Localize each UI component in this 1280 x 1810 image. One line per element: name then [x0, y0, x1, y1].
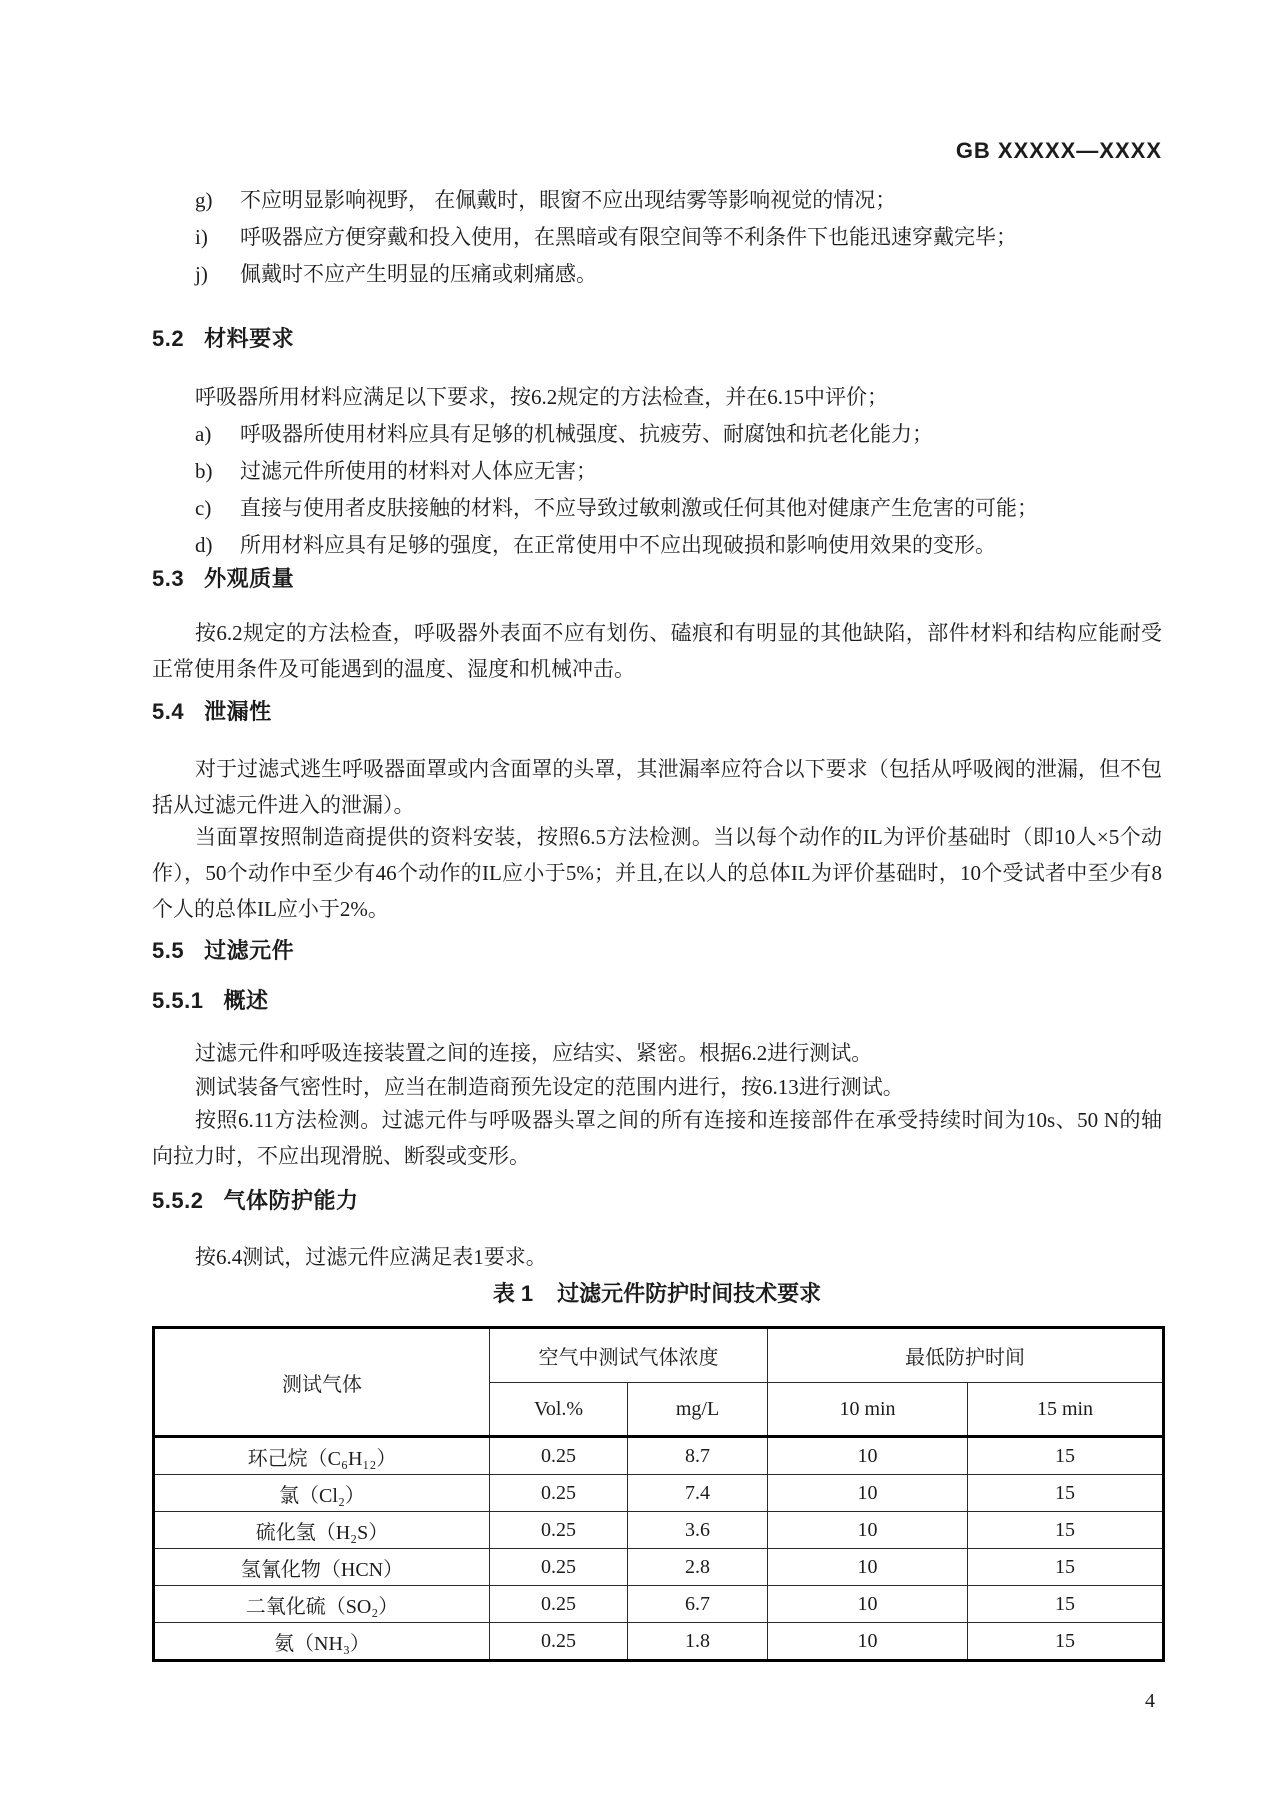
- list-item-text: 不应明显影响视野， 在佩戴时，眼窗不应出现结雾等影响视觉的情况；: [240, 188, 897, 212]
- table-row: [154, 1586, 1164, 1623]
- cell-15min: 15: [968, 1512, 1164, 1549]
- table-row: [154, 1623, 1164, 1661]
- list-item-label: g): [195, 188, 213, 212]
- header-cell-mgl: mg/L: [628, 1383, 768, 1437]
- paragraph: 测试装备气密性时，应当在制造商预先设定的范围内进行，按6.13进行测试。: [195, 1075, 904, 1099]
- list-item-text: 直接与使用者皮肤接触的材料，不应导致过敏刺激或任何其他对健康产生危害的可能；: [240, 496, 1038, 520]
- header-cell-vol: Vol.%: [490, 1383, 628, 1437]
- section-number: 5.4: [152, 699, 185, 724]
- header-cell-15min: 15 min: [968, 1383, 1164, 1437]
- cell-vol: 0.25: [490, 1586, 628, 1623]
- list-item-text: 佩戴时不应产生明显的压痛或刺痛感。: [240, 262, 597, 286]
- paragraph: 呼吸器所用材料应满足以下要求，按6.2规定的方法检查，并在6.15中评价；: [195, 385, 888, 409]
- section-number: 5.5: [152, 938, 185, 963]
- cell-10min: 10: [768, 1475, 968, 1512]
- clause-list-a-d: [152, 416, 1162, 564]
- cell-gas: 氢氰化物（HCN）: [154, 1549, 490, 1586]
- page-number: 4: [1145, 1690, 1155, 1712]
- section-heading-5-5-2: [152, 1188, 1162, 1214]
- cell-mgl: 2.8: [628, 1549, 768, 1586]
- cell-gas: 硫化氢（H₂S）: [154, 1512, 490, 1549]
- section-heading-5-5: [152, 938, 1162, 964]
- cell-10min: 10: [768, 1512, 968, 1549]
- cell-gas: 环己烷（C₆H₁₂）: [154, 1437, 490, 1475]
- paragraph: 按6.2规定的方法检查，呼吸器外表面不应有划伤、磕痕和有明显的其他缺陷，部件材料和结构应能耐受正常使用条件及可能遇到的温度、湿度和机械冲击。: [152, 621, 1162, 681]
- cell-vol: 0.25: [490, 1475, 628, 1512]
- cell-mgl: 3.6: [628, 1512, 768, 1549]
- table-caption-label: 表 1: [492, 1281, 534, 1306]
- list-item-label: b): [195, 459, 213, 483]
- header-cell-concentration-group: 空气中测试气体浓度: [490, 1328, 768, 1383]
- paragraph: 按6.4测试，过滤元件应满足表1要求。: [195, 1245, 547, 1269]
- section-heading-5-4: [152, 699, 1162, 725]
- section-number: 5.5.2: [152, 1188, 204, 1213]
- list-item-label: i): [195, 225, 208, 249]
- list-item-label: j): [195, 262, 208, 286]
- cell-10min: 10: [768, 1549, 968, 1586]
- cell-mgl: 7.4: [628, 1475, 768, 1512]
- list-item: [152, 416, 1162, 453]
- cell-15min: 15: [968, 1549, 1164, 1586]
- list-item-text: 过滤元件所使用的材料对人体应无害；: [240, 459, 597, 483]
- list-item: [152, 490, 1162, 527]
- section-title: 材料要求: [204, 326, 295, 351]
- section-title: 泄漏性: [204, 699, 272, 724]
- cell-gas: 氯（Cl₂）: [154, 1475, 490, 1512]
- table-1-filter-protection-time: [152, 1326, 1165, 1662]
- table-row: [154, 1512, 1164, 1549]
- list-item: [152, 182, 1162, 219]
- cell-15min: 15: [968, 1586, 1164, 1623]
- cell-vol: 0.25: [490, 1623, 628, 1661]
- list-item-label: c): [195, 496, 212, 520]
- cell-vol: 0.25: [490, 1549, 628, 1586]
- paragraph: 当面罩按照制造商提供的资料安装，按照6.5方法检测。当以每个动作的IL为评价基础时（即10人×5个动作），50个动作中至少有46个动作的IL应小于5%；并且,在以人的总体IL为评价基础时，10个受试者中至少有8个人的总体IL应小于2%。: [152, 825, 1162, 921]
- list-item: [152, 219, 1162, 256]
- section-number: 5.5.1: [152, 988, 204, 1013]
- section-title: 气体防护能力: [223, 1188, 359, 1213]
- list-item-text: 所用材料应具有足够的强度，在正常使用中不应出现破损和影响使用效果的变形。: [240, 533, 996, 557]
- table-caption: [152, 1281, 1162, 1307]
- list-item: [152, 256, 1162, 293]
- list-item-label: a): [195, 422, 212, 446]
- cell-mgl: 8.7: [628, 1437, 768, 1475]
- section-number: 5.3: [152, 566, 185, 591]
- section-heading-5-2: [152, 326, 1162, 352]
- table-caption-text: 过滤元件防护时间技术要求: [557, 1281, 822, 1306]
- cell-10min: 10: [768, 1586, 968, 1623]
- cell-10min: 10: [768, 1623, 968, 1661]
- clause-list-g-j: [152, 182, 1162, 293]
- section-heading-5-3: [152, 566, 1162, 592]
- header-cell-gas: 测试气体: [154, 1328, 490, 1437]
- paragraph: 按照6.11方法检测。过滤元件与呼吸器头罩之间的所有连接和连接部件在承受持续时间为10s、50 N的轴向拉力时，不应出现滑脱、断裂或变形。: [152, 1108, 1162, 1168]
- section-title: 过滤元件: [204, 938, 295, 963]
- list-item-label: d): [195, 533, 213, 557]
- cell-15min: 15: [968, 1623, 1164, 1661]
- cell-10min: 10: [768, 1437, 968, 1475]
- section-title: 概述: [223, 988, 269, 1013]
- table-header-row-1: [154, 1328, 1164, 1383]
- cell-15min: 15: [968, 1475, 1164, 1512]
- cell-gas: 二氧化硫（SO₂）: [154, 1586, 490, 1623]
- cell-gas: 氨（NH₃）: [154, 1623, 490, 1661]
- cell-15min: 15: [968, 1437, 1164, 1475]
- table-row: [154, 1437, 1164, 1475]
- header-cell-protection-group: 最低防护时间: [768, 1328, 1164, 1383]
- cell-mgl: 6.7: [628, 1586, 768, 1623]
- list-item: [152, 453, 1162, 490]
- table-row: [154, 1549, 1164, 1586]
- cell-vol: 0.25: [490, 1512, 628, 1549]
- section-title: 外观质量: [204, 566, 295, 591]
- paragraph: 过滤元件和呼吸连接装置之间的连接，应结实、紧密。根据6.2进行测试。: [195, 1041, 873, 1065]
- paragraph: 对于过滤式逃生呼吸器面罩或内含面罩的头罩，其泄漏率应符合以下要求（包括从呼吸阀的泄漏，但不包括从过滤元件进入的泄漏）。: [152, 757, 1162, 817]
- list-item-text: 呼吸器应方便穿戴和投入使用，在黑暗或有限空间等不利条件下也能迅速穿戴完毕；: [240, 225, 1017, 249]
- table-row: [154, 1475, 1164, 1512]
- list-item-text: 呼吸器所使用材料应具有足够的机械强度、抗疲劳、耐腐蚀和抗老化能力；: [240, 422, 933, 446]
- section-number: 5.2: [152, 326, 185, 351]
- list-item: [152, 527, 1162, 564]
- standard-code-header: GB XXXXX—XXXX: [955, 138, 1162, 163]
- cell-mgl: 1.8: [628, 1623, 768, 1661]
- cell-vol: 0.25: [490, 1437, 628, 1475]
- header-cell-10min: 10 min: [768, 1383, 968, 1437]
- section-heading-5-5-1: [152, 988, 1162, 1014]
